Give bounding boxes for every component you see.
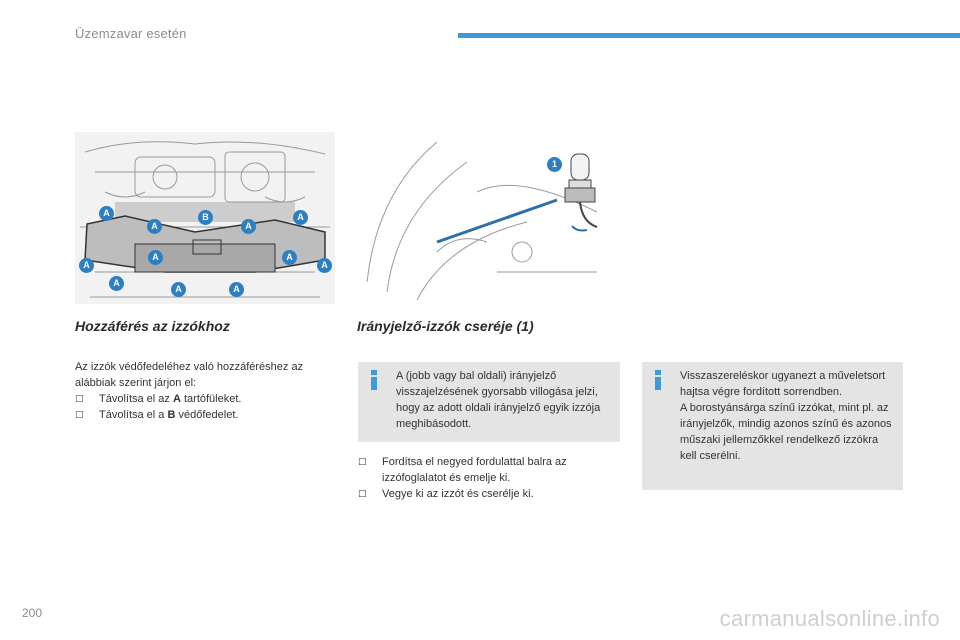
access-instructions (75, 359, 337, 423)
label-a-7: A (79, 258, 94, 273)
checkbox-icon: □ (358, 457, 367, 467)
access-steps (75, 391, 337, 423)
access-intro: Az izzók védőfedeléhez való hozzáféréshez az alábbiak szerint járjon el: (75, 361, 304, 389)
replacement-steps (358, 454, 620, 502)
indicator-info-box (358, 362, 620, 442)
label-a-11: A (229, 282, 244, 297)
checkbox-icon: □ (75, 394, 84, 404)
callout-1: 1 (547, 157, 562, 172)
label-b: B (198, 210, 213, 225)
indicator-info-text: A (jobb vagy bal oldali) irányjelző visszajelzésének gyorsabb villogása jelzi, hogy az adott oldali irányjelző egyik izzója meghibásodott. (396, 370, 601, 430)
header-accent-bar (458, 33, 960, 38)
label-a-2: A (147, 219, 162, 234)
checkbox-icon: □ (75, 410, 84, 420)
label-a-8: A (317, 258, 332, 273)
label-a-6: A (282, 250, 297, 265)
replacement-step: □ Fordítsa el negyed fordulattal balra az izzófoglalatot és emelje ki. (358, 456, 567, 484)
label-a-9: A (109, 276, 124, 291)
page-number: 200 (22, 606, 43, 620)
amber-bulb-text: A borostyánsárga színű izzókat, mint pl. az irányjelzők, mindig azonos színű és azonos műszaki jellemzőkkel rendelkező izzókra kell cserélni. (680, 402, 892, 462)
headlamp-illustration (357, 132, 602, 304)
checkbox-icon: □ (358, 489, 367, 499)
headlamp-drawing (357, 132, 602, 304)
info-icon (370, 370, 378, 390)
reassembly-info-box (642, 362, 903, 490)
label-a-10: A (171, 282, 186, 297)
section-right-title: Irányjelző-izzók cseréje (1) (357, 318, 534, 334)
header-title: Üzemzavar esetén (75, 26, 187, 41)
section-left-title: Hozzáférés az izzókhoz (75, 318, 230, 334)
label-a-3: A (148, 250, 163, 265)
reassembly-text: Visszaszereléskor ugyanezt a műveletsort hajtsa végre fordított sorrendben. (680, 370, 886, 398)
label-a-5: A (293, 210, 308, 225)
replacement-step: □ Vegye ki az izzót és cserélje ki. (358, 488, 534, 500)
info-icon (654, 370, 662, 390)
watermark: carmanualsonline.info (719, 606, 940, 631)
label-a-1: A (99, 206, 114, 221)
access-step: □ Távolítsa el az A tartófüleket. (75, 393, 242, 405)
access-step: □ Távolítsa el a B védőfedelet. (75, 409, 239, 421)
engine-bay-illustration (75, 132, 335, 304)
label-a-4: A (241, 219, 256, 234)
